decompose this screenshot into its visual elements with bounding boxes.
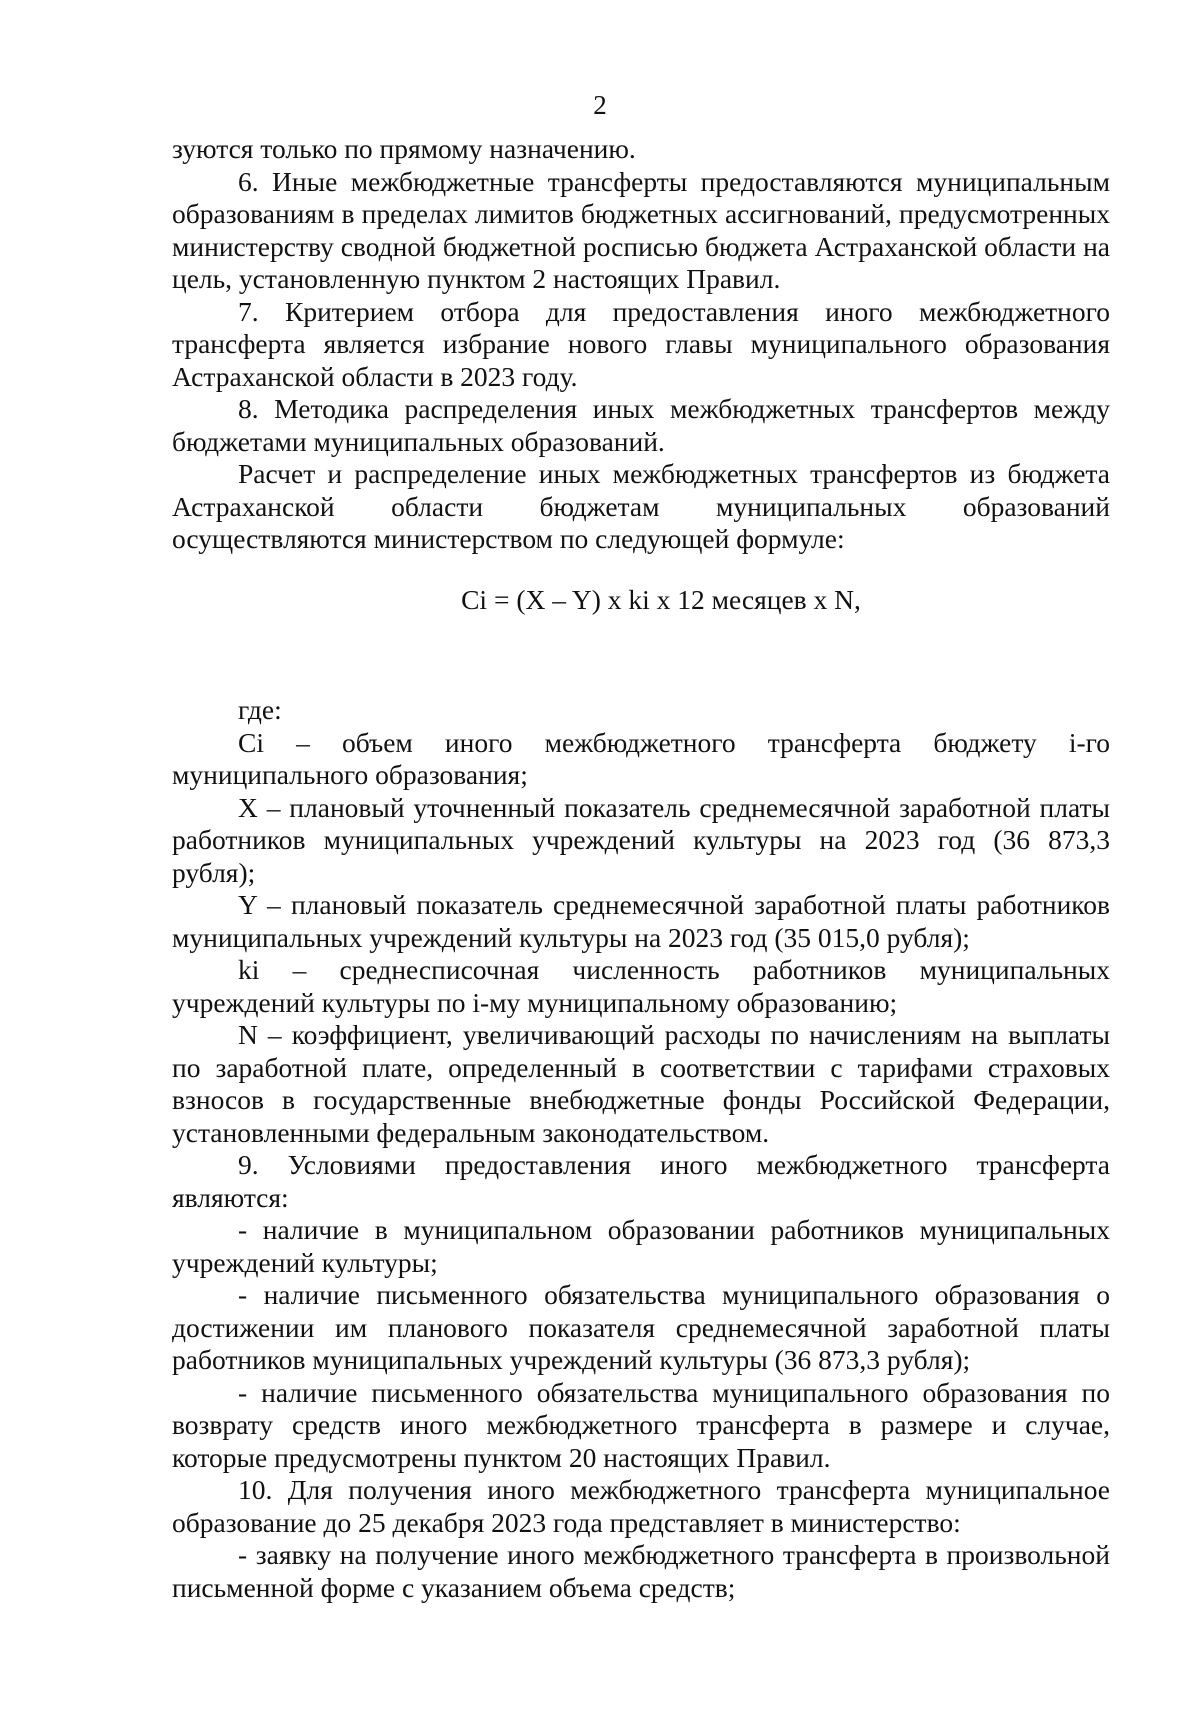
paragraph-item-7: 7. Критерием отбора для предоставления иного межбюджетного трансферта является избрание нового главы муниципального образования Астраханской области в 2023 году. (172, 295, 1110, 392)
condition-1: - наличие в муниципальном образовании работников муниципальных учреждений культуры; (172, 1214, 1110, 1278)
definition-y: Y – плановый показатель среднемесячной заработной платы работников муниципальных учреждений культуры на 2023 год (35 015,0 рубля); (172, 889, 1110, 953)
paragraph-item-8: 8. Методика распределения иных межбюджетных трансфертов между бюджетами муниципальных образований. (172, 393, 1110, 457)
formula: Ci = (X – Y) x ki x 12 месяцев x N, (461, 583, 861, 615)
definition-n: N – коэффициент, увеличивающий расходы по начислениям на выплаты по заработной плате, определенный в соответствии с тарифами страховых взносов в государственные внебюджетные фонды Российской Федерации, установленными федеральным законодательством. (172, 1019, 1110, 1148)
definition-x: X – плановый уточненный показатель среднемесячной заработной платы работников муниципальных учреждений культуры на 2023 год (36 873,3 рубля); (172, 791, 1110, 888)
paragraph-item-9: 9. Условиями предоставления иного межбюджетного трансферта являются: (172, 1149, 1110, 1213)
page-number: 2 (593, 90, 607, 120)
document-body (172, 133, 1110, 1604)
paragraph-continuation: зуются только по прямому назначению. (172, 133, 636, 164)
definition-ki: ki – среднесписочная численность работников муниципальных учреждений культуры по i-му муниципальному образованию; (172, 954, 1110, 1018)
paragraph-item-10: 10. Для получения иного межбюджетного трансферта муниципальное образование до 25 декабря 2023 года представляет в министерство: (172, 1474, 1110, 1538)
paragraph-item-6: 6. Иные межбюджетные трансферты предоставляются муниципальным образованиям в пределах лимитов бюджетных ассигнований, предусмотренных министерству сводной бюджетной росписью бюджета Астраханской области на цель, установленную пунктом 2 настоящих Правил. (172, 165, 1110, 294)
condition-2: - наличие письменного обязательства муниципального образования о достижении им планового показателя среднемесячной заработной платы работников муниципальных учреждений культуры (36 873,3 рубля); (172, 1279, 1110, 1375)
definition-ci: Ci – объем иного межбюджетного трансферта бюджету i-го муниципального образования; (172, 726, 1110, 790)
paragraph-where: где: (238, 694, 282, 725)
requirement-1: - заявку на получение иного межбюджетного трансферта в произвольной письменной форме с указанием объема средств; (172, 1539, 1110, 1603)
paragraph-calculation-intro: Расчет и распределение иных межбюджетных трансфертов из бюджета Астраханской области бюджетам муниципальных образований осуществляются министерством по следующей формуле: (172, 458, 1110, 554)
condition-3: - наличие письменного обязательства муниципального образования по возврату средств иного межбюджетного трансферта в размере и случае, которые предусмотрены пунктом 20 настоящих Правил. (172, 1376, 1110, 1473)
